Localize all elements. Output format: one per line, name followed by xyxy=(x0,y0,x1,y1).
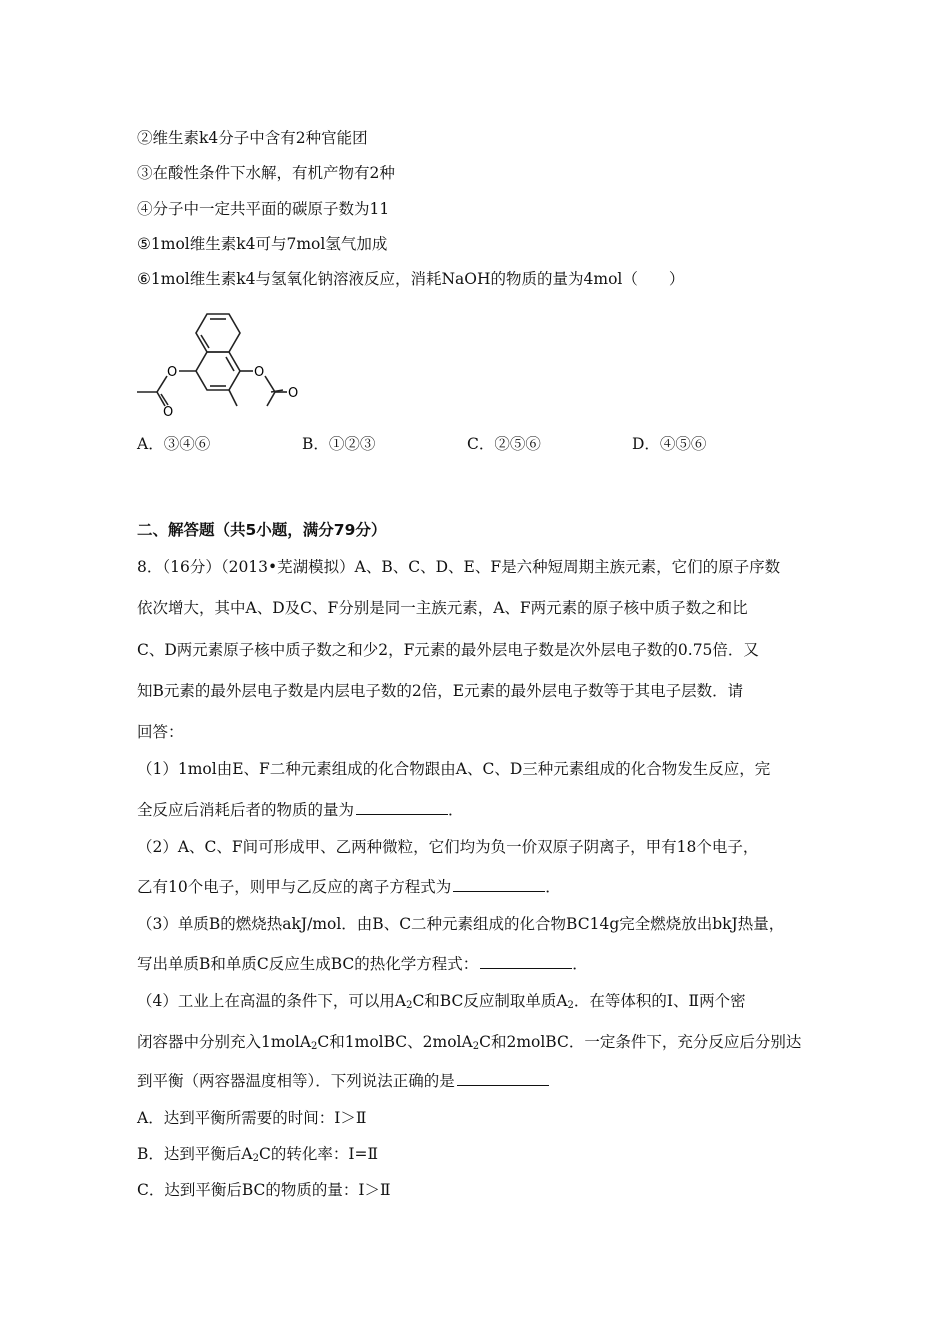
statement-2: ②维生素k4分子中含有2种官能团 xyxy=(137,129,368,147)
q8-part4-line3 xyxy=(137,1071,549,1091)
subscript: 2 xyxy=(311,1041,318,1052)
oxygen-label-right: O xyxy=(254,365,265,380)
option-b[interactable]: B．①②③ xyxy=(302,435,376,453)
q8-line-2: 依次增大，其中A、D及C、F分别是同一主族元素，A、F两元素的原子核中质子数之和比 xyxy=(137,599,748,617)
text: C和BC反应制取单质A xyxy=(412,992,568,1010)
period: ． xyxy=(448,801,464,819)
q8-part3-text: 写出单质B和单质C反应生成BC的热化学方程式： xyxy=(137,955,479,973)
subscript: 2 xyxy=(252,1153,259,1164)
subscript: 2 xyxy=(567,1000,574,1011)
vitamin-k4-structure xyxy=(137,308,307,418)
q8-option-b[interactable] xyxy=(137,1144,378,1169)
option-c[interactable]: C．②⑤⑥ xyxy=(467,435,541,453)
q8-line-3: C、D两元素原子核中质子数之和少2，F元素的最外层电子数是次外层电子数的0.75倍．又 xyxy=(137,641,759,659)
text: C和2molBC．一定条件下，充分反应后分别达 xyxy=(479,1033,802,1051)
q8-option-c[interactable]: C．达到平衡后BC的物质的量：Ⅰ＞Ⅱ xyxy=(137,1181,391,1199)
q8-part2-line2 xyxy=(137,877,561,897)
oxygen-label-left-carbonyl: O xyxy=(163,405,174,418)
subscript: 2 xyxy=(406,1000,413,1011)
q8-part4-text: 到平衡（两容器温度相等）．下列说法正确的是 xyxy=(137,1072,455,1090)
q8-part1-line2 xyxy=(137,800,464,820)
period: ． xyxy=(545,878,561,896)
text: ．在等体积的Ⅰ、Ⅱ两个密 xyxy=(573,992,746,1010)
q8-part3-line2 xyxy=(137,954,588,974)
q8-line-1: 8．（16分）（2013•芜湖模拟）A、B、C、D、E、F是六种短周期主族元素，它们的原子序数 xyxy=(137,558,781,576)
answer-blank-3[interactable] xyxy=(480,954,572,969)
text: 闭容器中分别充入1molA xyxy=(137,1033,312,1051)
q8-option-a[interactable]: A．达到平衡所需要的时间：Ⅰ＞Ⅱ xyxy=(137,1109,367,1127)
oxygen-label-left: O xyxy=(167,365,178,380)
period: ． xyxy=(572,955,588,973)
q8-line-5: 回答： xyxy=(137,723,184,741)
q8-part1-text: 全反应后消耗后者的物质的量为 xyxy=(137,801,355,819)
q8-part4-line2 xyxy=(137,1032,801,1057)
answer-blank-4[interactable] xyxy=(457,1071,549,1086)
text: （4）工业上在高温的条件下，可以用A xyxy=(137,992,407,1010)
subscript: 2 xyxy=(472,1041,480,1052)
section-title: 二、解答题（共5小题，满分79分） xyxy=(137,521,387,539)
oxygen-label-right-carbonyl: O xyxy=(288,386,299,401)
statement-3: ③在酸性条件下水解，有机产物有2种 xyxy=(137,164,395,182)
option-d[interactable]: D．④⑤⑥ xyxy=(632,435,707,453)
statement-6: ⑥1mol维生素k4与氢氧化钠溶液反应，消耗NaOH的物质的量为4mol（ ） xyxy=(137,270,685,288)
text: C和1molBC、2molA xyxy=(317,1033,473,1051)
q8-part1-line1: （1）1mol由E、F二种元素组成的化合物跟由A、C、D三种元素组成的化合物发生反应，完 xyxy=(137,760,771,778)
statement-5: ⑤1mol维生素k4可与7mol氢气加成 xyxy=(137,235,388,253)
option-a[interactable]: A．③④⑥ xyxy=(137,435,211,453)
q8-part3-line1: （3）单质B的燃烧热akJ/mol．由B、C二种元素组成的化合物BC14g完全燃烧放出bkJ热量， xyxy=(137,915,785,933)
q8-part2-text: 乙有10个电子，则甲与乙反应的离子方程式为 xyxy=(137,878,452,896)
answer-blank-2[interactable] xyxy=(453,877,545,892)
text: B．达到平衡后A xyxy=(137,1145,253,1163)
text: C的转化率：Ⅰ=Ⅱ xyxy=(258,1145,378,1163)
q8-line-4: 知B元素的最外层电子数是内层电子数的2倍，E元素的最外层电子数等于其电子层数．请 xyxy=(137,682,744,700)
statement-4: ④分子中一定共平面的碳原子数为11 xyxy=(137,200,390,218)
answer-blank-1[interactable] xyxy=(356,800,448,815)
q8-part2-line1: （2）A、C、F间可形成甲、乙两种微粒，它们均为负一价双原子阴离子，甲有18个电子， xyxy=(137,838,759,856)
q8-part4-line1 xyxy=(137,991,746,1016)
